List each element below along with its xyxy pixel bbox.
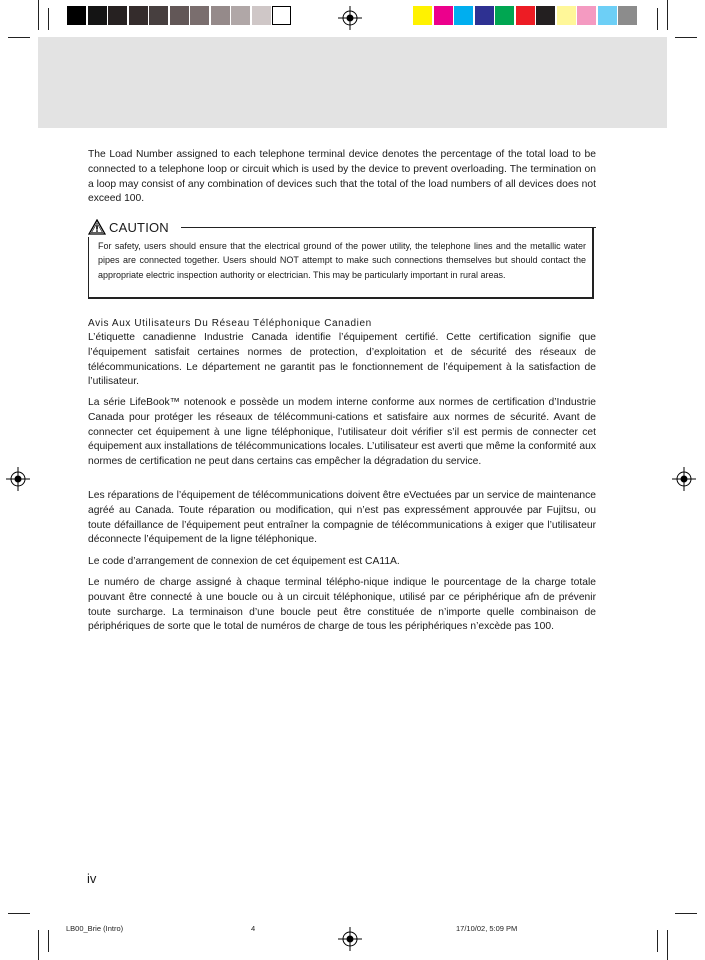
color-swatch (454, 6, 473, 25)
registration-mark-icon (6, 467, 30, 491)
color-swatch (598, 6, 617, 25)
gray-swatch (170, 6, 189, 25)
load-number-paragraph: The Load Number assigned to each telephone terminal device denotes the percentage of the total load to be connected to a telephone loop or circuit which is used by the device to prevent overloading. The termination on a loop may consist of any combination of devices such that the total of the load numbers of all devices does not exceed 100. (88, 149, 596, 205)
gray-swatch (190, 6, 209, 25)
gray-swatch (252, 6, 271, 25)
footer-datetime: 17/10/02, 5:09 PM (456, 924, 518, 933)
paragraph-fr-2: La série LifeBook™ notenook e possède un modem interne conforme aux normes de certification d’Industrie Canada pour protéger les réseaux de télécommuni-cations et satisfaire aux normes de sécurité. Avant de connecter cet équipement à une ligne téléphonique, l’utilisateur doit vérifier s’il est permis de connecter cet équipement aux installations de télécommunications locales. L’utilisateur est averti que même la conformité aux normes de certification ne peut dans certains cas empêcher la dégradation du service. (88, 397, 596, 468)
color-swatch (536, 6, 555, 25)
gray-swatch (149, 6, 168, 25)
footer-page: 4 (251, 924, 256, 933)
caution-title: CAUTION (109, 219, 169, 235)
color-swatch (577, 6, 596, 25)
header-band (38, 37, 667, 128)
paragraph-fr-4: Le code d’arrangement de connexion de cet équipement est CA11A. (88, 556, 400, 567)
color-swatch (557, 6, 576, 25)
caution-box (88, 217, 596, 301)
caution-heading (88, 217, 173, 237)
gray-swatch (211, 6, 230, 25)
caution-text: For safety, users should ensure that the electrical ground of the power utility, the telephone lines and the metallic water pipes are connected together. Users should NOT attempt to make such connections themselves but should contact the appropriate electric inspection authority or electrician. This may be particularly important in rural areas. (98, 241, 586, 280)
color-swatch (495, 6, 514, 25)
gray-swatch (108, 6, 127, 25)
gray-swatch (231, 6, 250, 25)
color-swatch (434, 6, 453, 25)
gray-swatch (272, 6, 291, 25)
registration-mark-icon (338, 6, 362, 30)
registration-mark-icon (672, 467, 696, 491)
warning-triangle-icon (88, 219, 106, 235)
gray-swatch (67, 6, 86, 25)
color-swatch (618, 6, 637, 25)
color-swatch (516, 6, 535, 25)
footer-filename: LB00_Brie (Intro) (66, 924, 124, 933)
paragraph-fr-1: L’étiquette canadienne Industrie Canada identifie l’équipement certifié. Cette certification signifie que l’équipement satisfait certaines normes de protection, d’exploitation et de sécurité des réseaux de télécommunications. Le département ne garantit pas le fonctionnement de l’équipement à la satisfaction de l’utilisateur. (88, 332, 596, 388)
paragraph-fr-5: Le numéro de charge assigné à chaque terminal télépho-nique indique le pourcentage de la charge totale pouvant être connecté à une boucle ou à un circuit téléphonique, utilisé par ce périphérique afn de prévenir toute surcharge. La terminaison d’une boucle peut être constituée de n’importe quelle combinaison de périphériques de sorte que le total de numéros de charge de tous les périphériques n’excède pas 100. (88, 577, 596, 633)
page-number: iv (87, 871, 97, 886)
color-swatch (413, 6, 432, 25)
registration-mark-icon (338, 927, 362, 951)
gray-swatch (88, 6, 107, 25)
paragraph-fr-3: Les réparations de l’équipement de télécommunications doivent être eVectuées par un service de maintenance agréé au Canada. Toute réparation ou modification, qui n’est pas expressément approuvée par Fujitsu, ou toute défaillance de l’équipement peut entraîner la compagnie de télécommunications à exiger que l’utilisateur déconnecte l’équipement de la ligne téléphonique. (88, 490, 596, 546)
caution-rule (181, 227, 596, 228)
gray-swatch (129, 6, 148, 25)
color-swatch (475, 6, 494, 25)
section-heading: Avis Aux Utilisateurs Du Réseau Téléphonique Canadien (88, 318, 372, 329)
